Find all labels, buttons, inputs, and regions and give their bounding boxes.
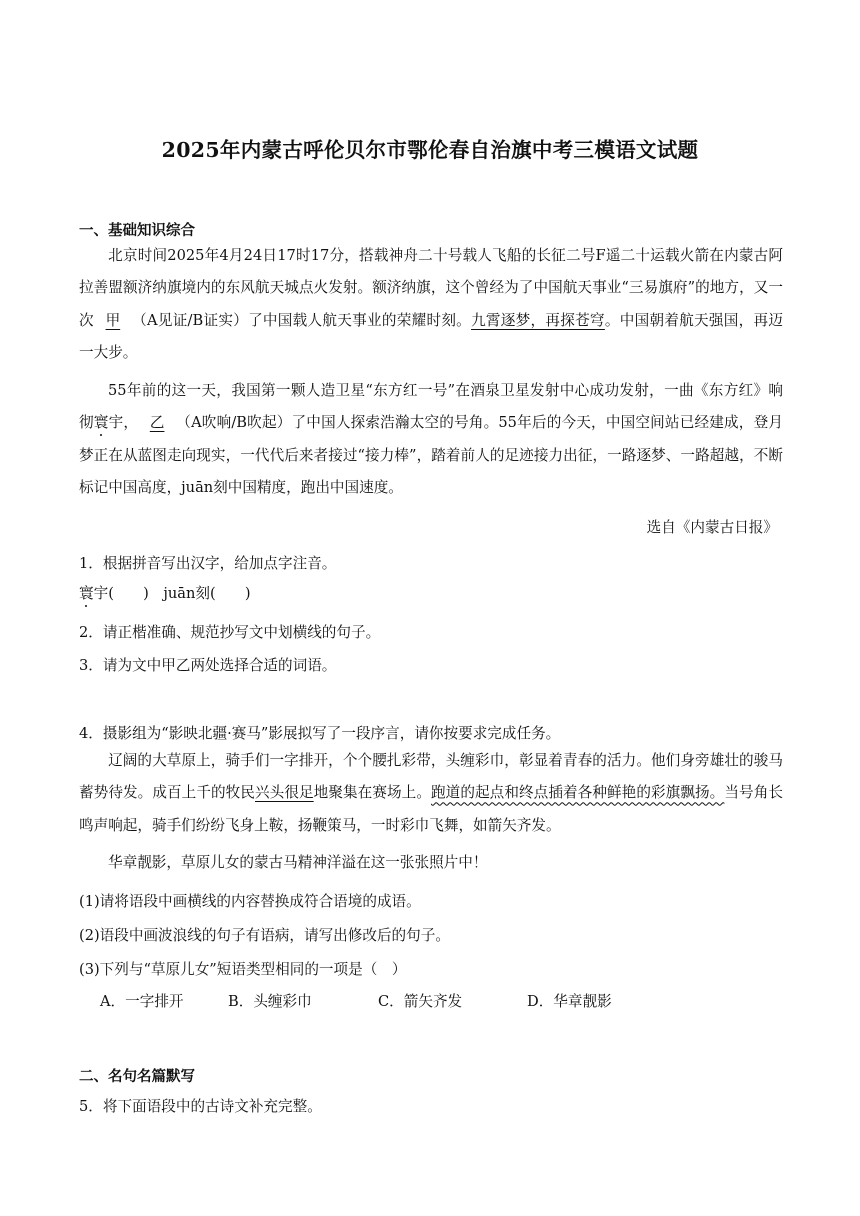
question-5: 5．将下面语段中的古诗文补充完整。 <box>79 1098 322 1115</box>
question-4: 4．摄影组为“影映北疆·赛马”影展拟写了一段序言，请你按要求完成任务。 <box>79 725 561 742</box>
subquestion-1: (1)请将语段中画横线的内容替换成符合语境的成语。 <box>79 893 421 910</box>
passage-paragraph-2: 55年前的这一天，我国第一颗人造卫星“东方红一号”在酒泉卫星发射中心成功发射，一曲《东方红》响彻寰宇， 乙 （A吹响/B吹起）了中国人探索浩瀚太空的号角。55年后的今天，中国空间站已经建成，登月梦正在从蓝图走向现实，一代代后来者接过“接力棒”，踏着前人的足迹接力出征，一路逐梦、一路超越，不断标记中国高度，juān刻中国精度，跑出中国速度。 <box>79 382 783 496</box>
passage-paragraph-1: 北京时间2025年4月24日17时17分，搭载神舟二十号载人飞船的长征二号F遥二十运载火箭在内蒙古阿拉善盟额济纳旗境内的东风航天城点火发射。额济纳旗，这个曾经为了中国航天事业“三易旗府”的地方，又一次 甲 （A见证/B证实）了中国载人航天事业的荣耀时刻。九霄逐梦，再探苍穹。中国朝着航天强国，再迈一大步。 <box>79 247 783 361</box>
section-heading-1: 一、基础知识综合 <box>79 222 195 239</box>
wavy-underlined-sentence: 跑道的起点和终点插着各种鲜艳的彩旗飘扬。 <box>431 784 725 802</box>
underlined-phrase: 兴头很足 <box>255 784 314 802</box>
passage-paragraph-4: 华章靓影，草原儿女的蒙古马精神洋溢在这一张张照片中！ <box>108 854 488 871</box>
option-d: D．华章靓影 <box>527 993 612 1010</box>
option-c: C．箭矢齐发 <box>378 993 463 1010</box>
subquestion-3: (3)下列与“草原儿女”短语类型相同的一项是（ ） <box>79 961 407 978</box>
section-heading-2: 二、名句名篇默写 <box>79 1068 195 1085</box>
dotted-char: 寰 <box>79 585 94 602</box>
source-citation: 选自《内蒙古日报》 <box>646 519 778 536</box>
option-a: A．一字排开 <box>100 993 184 1010</box>
subquestion-2: (2)语段中画波浪线的句子有语病，请写出修改后的句子。 <box>79 927 450 944</box>
blank-jia: 甲 <box>105 311 121 329</box>
page-title: 2025年内蒙古呼伦贝尔市鄂伦春自治旗中考三模语文试题 <box>161 138 699 162</box>
question-1-answer-line: 寰宇( ) juān刻( ) <box>79 585 251 602</box>
passage-paragraph-3: 辽阔的大草原上，骑手们一字排开，个个腰扎彩带，头缠彩巾，彰显着青春的活力。他们身旁雄壮的骏马蓄势待发。成百上千的牧民兴头很足地聚集在赛场上。跑道的起点和终点插着各种鲜艳的彩旗飘扬。当号角长鸣声响起，骑手们纷纷飞身上鞍，扬鞭策马，一时彩巾飞舞，如箭矢齐发。 <box>79 752 783 834</box>
underlined-sentence: 九霄逐梦，再探苍穹 <box>471 311 605 329</box>
option-b: B．头缠彩巾 <box>228 993 312 1010</box>
question-3: 3．请为文中甲乙两处选择合适的词语。 <box>79 657 337 674</box>
blank-yi: 乙 <box>149 414 165 432</box>
question-1: 1．根据拼音写出汉字，给加点字注音。 <box>79 555 337 572</box>
dotted-char: 寰 <box>93 414 109 432</box>
question-2: 2．请正楷准确、规范抄写文中划横线的句子。 <box>79 624 381 641</box>
